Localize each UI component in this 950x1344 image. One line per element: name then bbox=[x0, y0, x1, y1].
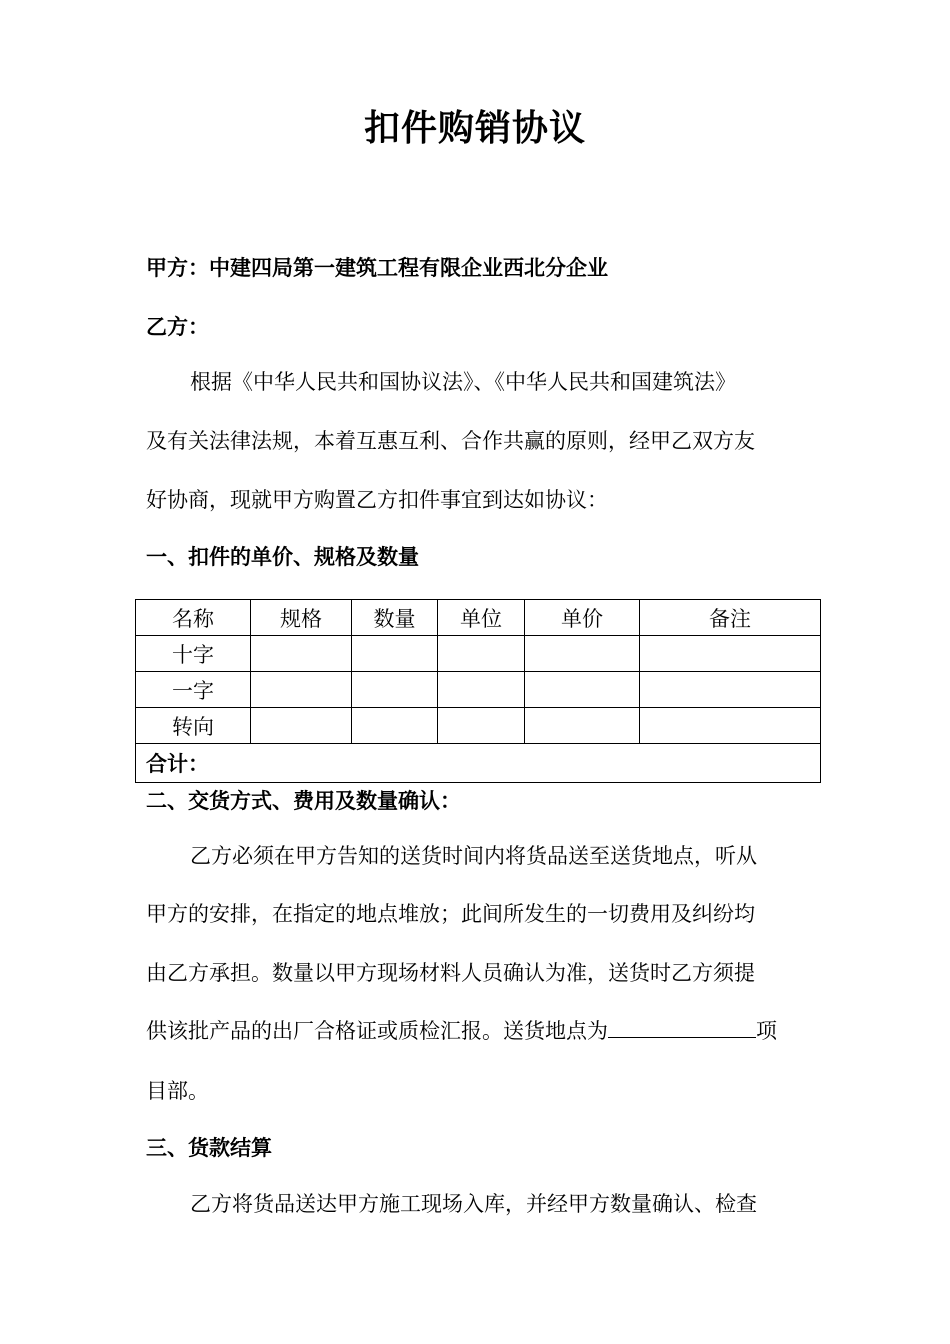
section2-line-2: 甲方的安排，在指定的地点堆放；此间所发生的一切费用及纠纷均 bbox=[146, 902, 755, 926]
section2-line-5: 目部。 bbox=[146, 1079, 209, 1103]
table-cell bbox=[438, 636, 525, 672]
section3-line-1: 乙方将货品送达甲方施工现场入库，并经甲方数量确认、检查 bbox=[190, 1192, 757, 1216]
table-cell bbox=[640, 672, 821, 708]
party-a-line: 甲方：中建四局第一建筑工程有限企业西北分企业 bbox=[146, 255, 608, 280]
table-header-name: 名称 bbox=[136, 600, 251, 636]
table-header-unit: 单位 bbox=[438, 600, 525, 636]
table-row bbox=[136, 636, 821, 672]
table-total-label: 合计： bbox=[136, 744, 821, 783]
table-header-unit-price: 单价 bbox=[525, 600, 640, 636]
table-cell bbox=[525, 636, 640, 672]
table-cell bbox=[352, 672, 438, 708]
section1-heading: 一、扣件的单价、规格及数量 bbox=[146, 544, 419, 569]
section3-heading: 三、货款结算 bbox=[146, 1135, 272, 1160]
table-cell bbox=[352, 708, 438, 744]
section2-line-4-text: 供该批产品的出厂合格证或质检汇报。送货地点为 bbox=[146, 1019, 608, 1043]
spec-table bbox=[135, 599, 821, 783]
section2-heading: 二、交货方式、费用及数量确认： bbox=[146, 788, 461, 813]
table-cell: 一字 bbox=[136, 672, 251, 708]
intro-line-2: 及有关法律法规，本着互惠互利、合作共赢的原则，经甲乙双方友 bbox=[146, 429, 755, 453]
intro-line-1: 根据《中华人民共和国协议法》、《中华人民共和国建筑法》 bbox=[190, 370, 736, 394]
table-cell bbox=[640, 708, 821, 744]
table-header-quantity: 数量 bbox=[352, 600, 438, 636]
table-cell: 十字 bbox=[136, 636, 251, 672]
table-header-row bbox=[136, 600, 821, 636]
table-cell bbox=[352, 636, 438, 672]
table-cell bbox=[525, 708, 640, 744]
table-row bbox=[136, 672, 821, 708]
table-cell bbox=[251, 636, 352, 672]
section2-line-4 bbox=[146, 1015, 826, 1045]
intro-line-3: 好协商，现就甲方购置乙方扣件事宜到达如协议： bbox=[146, 488, 608, 512]
table-header-spec: 规格 bbox=[251, 600, 352, 636]
party-b-line: 乙方： bbox=[146, 314, 209, 339]
table-cell bbox=[251, 672, 352, 708]
delivery-location-blank bbox=[608, 1017, 756, 1038]
section2-line-3: 由乙方承担。数量以甲方现场材料人员确认为准，送货时乙方须提 bbox=[146, 961, 755, 985]
table-cell bbox=[438, 672, 525, 708]
table-cell bbox=[438, 708, 525, 744]
table-header-remarks: 备注 bbox=[640, 600, 821, 636]
section2-line-4-suffix: 项 bbox=[756, 1019, 777, 1043]
table-total-row bbox=[136, 744, 821, 783]
table-cell: 转向 bbox=[136, 708, 251, 744]
section2-line-1: 乙方必须在甲方告知的送货时间内将货品送至送货地点，听从 bbox=[190, 844, 757, 868]
table-cell bbox=[640, 636, 821, 672]
document-title: 扣件购销协议 bbox=[363, 107, 586, 149]
table-cell bbox=[251, 708, 352, 744]
table-row bbox=[136, 708, 821, 744]
table-cell bbox=[525, 672, 640, 708]
